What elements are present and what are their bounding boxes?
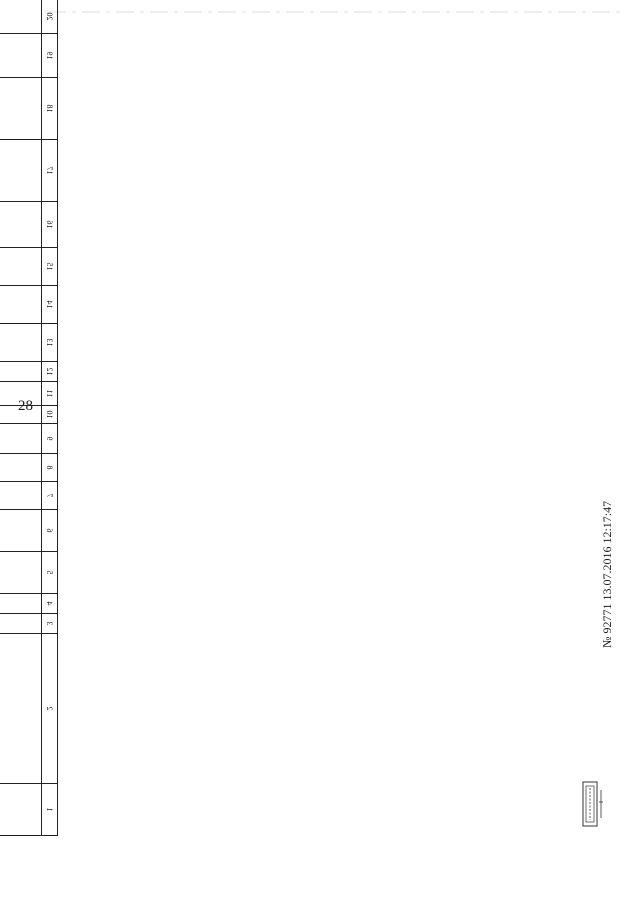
page-number: 28 bbox=[18, 398, 33, 414]
column-number: 20 bbox=[42, 0, 58, 34]
table-cell bbox=[0, 382, 42, 406]
column-number: 19 bbox=[42, 34, 58, 78]
table-cell bbox=[0, 362, 42, 382]
column-number: 13 bbox=[42, 324, 58, 362]
registration-stamp: № 92771 13.07.2016 12:17:47 bbox=[600, 500, 614, 648]
column-number: 15 bbox=[42, 248, 58, 286]
column-number: 7 bbox=[42, 482, 58, 510]
column-number: 17 bbox=[42, 140, 58, 202]
rotated-table-region bbox=[45, 12, 618, 836]
table-row bbox=[0, 0, 42, 836]
column-number: 16 bbox=[42, 202, 58, 248]
table-cell bbox=[0, 324, 42, 362]
column-number: 10 bbox=[42, 406, 58, 424]
table-cell bbox=[0, 454, 42, 482]
column-number: 1 bbox=[42, 784, 58, 836]
column-number: 12 bbox=[42, 362, 58, 382]
column-number-row bbox=[42, 0, 58, 836]
table-cell bbox=[0, 424, 42, 454]
column-number: 4 bbox=[42, 594, 58, 614]
column-number: 18 bbox=[42, 78, 58, 140]
table-cell bbox=[0, 286, 42, 324]
table-cell bbox=[0, 552, 42, 594]
table-cell bbox=[0, 34, 42, 78]
table-cell bbox=[0, 140, 42, 202]
table-cell bbox=[0, 614, 42, 634]
table-cell bbox=[0, 482, 42, 510]
column-number: 2 bbox=[42, 634, 58, 784]
column-number: 14 bbox=[42, 286, 58, 324]
table-cell bbox=[0, 406, 42, 424]
table-cell bbox=[0, 510, 42, 552]
table-cell bbox=[0, 0, 42, 34]
column-number: 5 bbox=[42, 552, 58, 594]
table-cell bbox=[0, 784, 42, 836]
table-cell bbox=[0, 78, 42, 140]
table-cell bbox=[0, 248, 42, 286]
table-cell bbox=[0, 202, 42, 248]
column-number: 8 bbox=[42, 454, 58, 482]
table-cell bbox=[0, 594, 42, 614]
column-number: 9 bbox=[42, 424, 58, 454]
address-cell bbox=[0, 634, 42, 784]
column-number: 11 bbox=[42, 382, 58, 406]
column-number: 6 bbox=[42, 510, 58, 552]
logo-seal-icon bbox=[579, 780, 607, 828]
housing-program-table bbox=[0, 0, 58, 836]
column-number: 3 bbox=[42, 614, 58, 634]
